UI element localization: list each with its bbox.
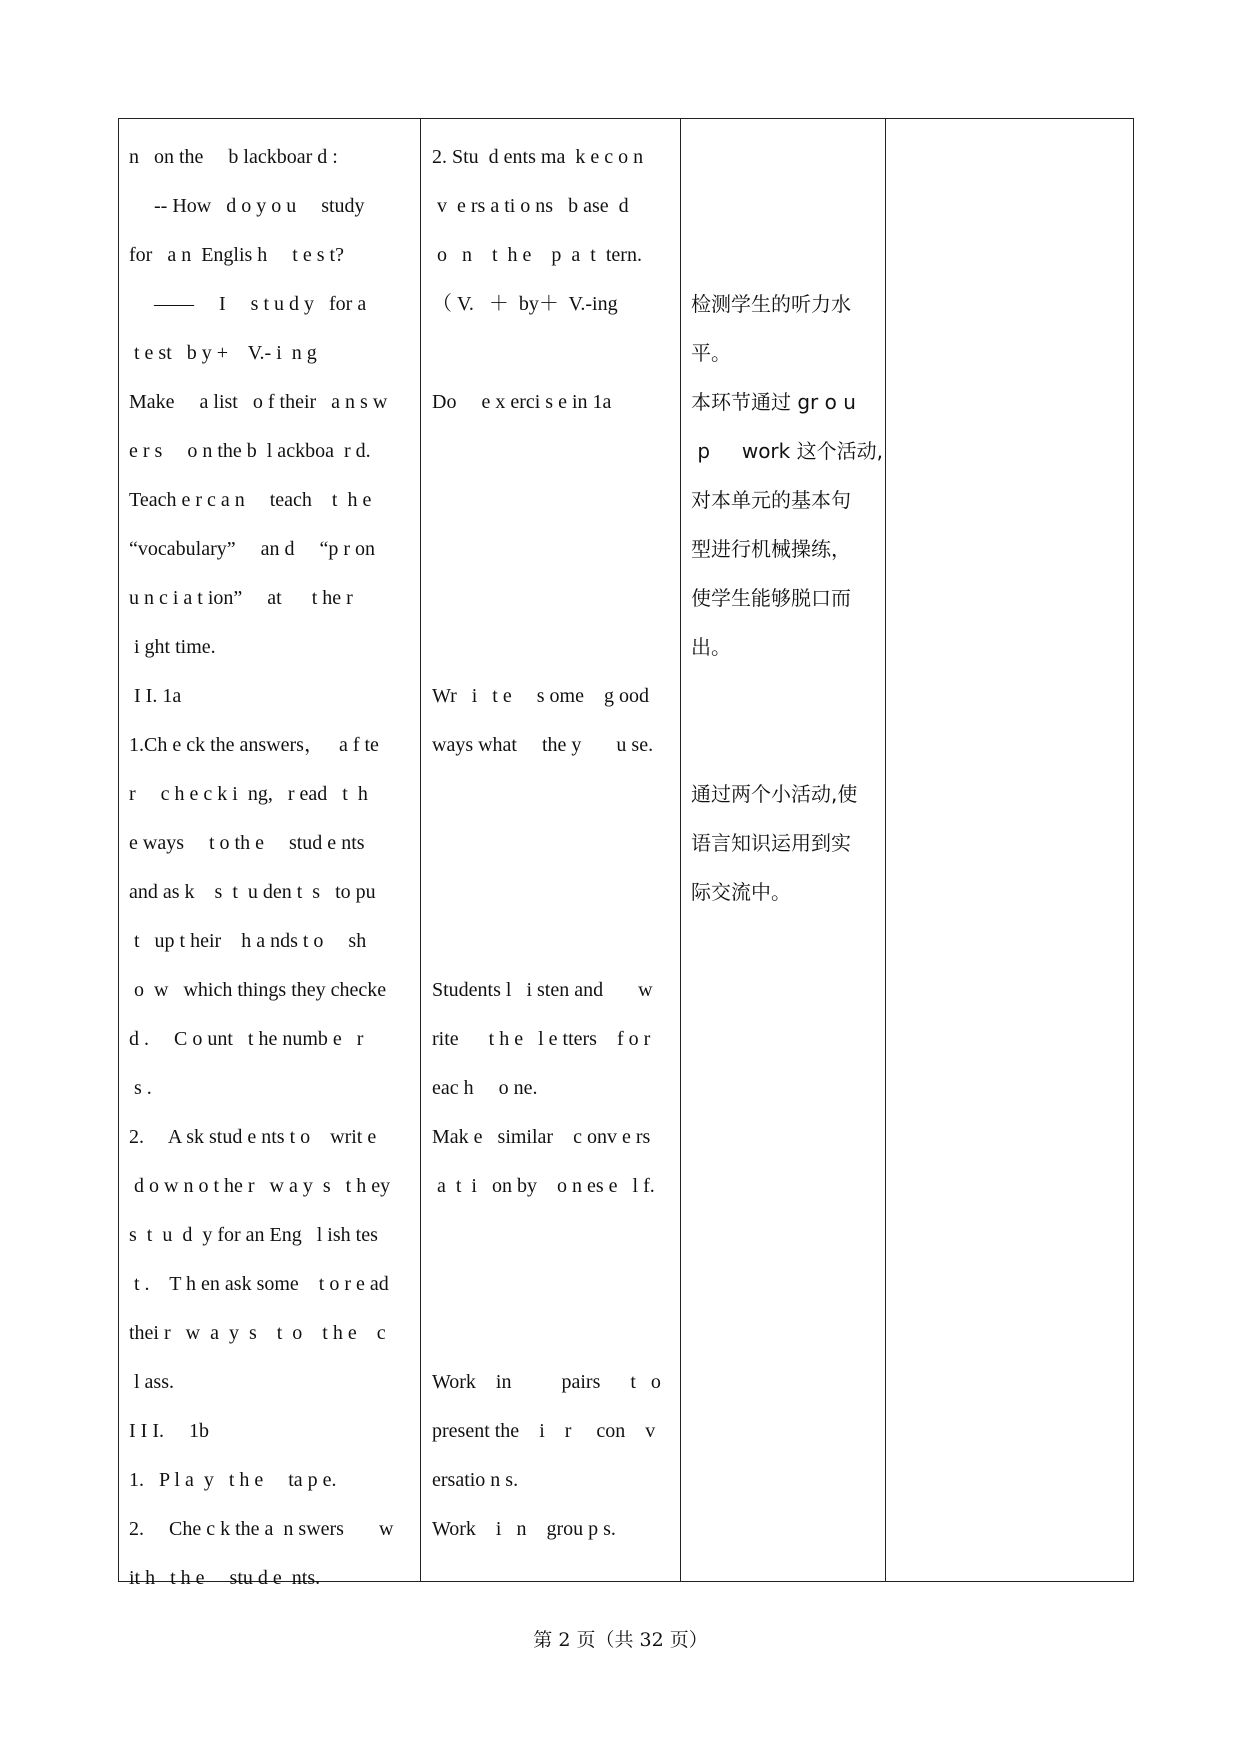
student-activity-line: （ V. ＋ by＋ V.-ing [432, 293, 618, 315]
column-divider-1 [420, 119, 421, 1581]
page-footer: 第 2 页（共 32 页） [533, 1629, 708, 1651]
teacher-activity-line: s t u d y for an Eng l ish tes [129, 1224, 378, 1246]
student-activity-line: present the i r con v [432, 1420, 656, 1442]
design-intent-line: 出。 [691, 635, 731, 659]
design-intent-line: 际交流中。 [691, 880, 791, 904]
design-intent-line: p work 这个活动, [691, 439, 883, 463]
student-activity-line: Mak e similar c onv e rs [432, 1126, 651, 1148]
teacher-activity-line: e r s o n the b l ackboa r d. [129, 440, 371, 462]
lesson-plan-table [118, 118, 1134, 1589]
teacher-activity-line: -- How d o y o u study [129, 195, 365, 217]
teacher-activity-line: t up t heir h a nds t o sh [129, 930, 367, 952]
teacher-activity-line: d . C o unt t he numb e r [129, 1028, 364, 1050]
teacher-activity-line: 2. A sk stud e nts t o writ e [129, 1126, 377, 1148]
teacher-activity-line: 1. P l a y t h e ta p e. [129, 1469, 337, 1491]
teacher-activity-line: thei r w a y s t o t h e c [129, 1322, 386, 1344]
student-activity-line: 2. Stu d ents ma k e c o n [432, 146, 644, 168]
design-intent-line: 语言知识运用到实 [691, 831, 851, 855]
student-activity-line: rite t h e l e tters f o r [432, 1028, 651, 1050]
student-activity-line: a t i on by o n es e l f. [432, 1175, 655, 1197]
teacher-activity-line: i ght time. [129, 636, 216, 658]
teacher-activity-line: n on the b lackboar d : [129, 146, 338, 168]
student-activity-line: Work i n grou p s. [432, 1518, 616, 1540]
teacher-activity-line: t e st b y + V.- i n g [129, 342, 317, 364]
column-divider-3 [885, 119, 886, 1581]
column-divider-2 [680, 119, 681, 1581]
teacher-activity-line: s . [129, 1077, 152, 1099]
teacher-activity-line: u n c i a t ion” at t he r [129, 587, 353, 609]
student-activity-line: Do e x erci s e in 1a [432, 391, 612, 413]
teacher-activity-line: —— I s t u d y for a [129, 293, 367, 315]
teacher-activity-line: 2. Che c k the a n swers w [129, 1518, 394, 1540]
teacher-activity-line: it h t h e stu d e nts. [129, 1567, 321, 1589]
teacher-activity-line: t . T h en ask some t o r e ad [129, 1273, 389, 1295]
teacher-activity-line: “vocabulary” an d “p r on [129, 538, 376, 560]
design-intent-line: 平。 [691, 341, 731, 365]
teacher-activity-line: r c h e c k i ng, r ead t h [129, 783, 368, 805]
teacher-activity-line: l ass. [129, 1371, 174, 1393]
student-activity-line: o n t h e p a t tern. [432, 244, 642, 266]
teacher-activity-line: Teach e r c a n teach t h e [129, 489, 372, 511]
student-activity-line: eac h o ne. [432, 1077, 538, 1099]
design-intent-line: 型进行机械操练， [691, 537, 851, 561]
student-activity-line: ersatio n s. [432, 1469, 519, 1491]
teacher-activity-line: o w which things they checke [129, 979, 387, 1001]
teacher-activity-line: I I. 1a [129, 685, 182, 707]
teacher-activity-line: for a n Englis h t e s t? [129, 244, 344, 266]
design-intent-line: 本环节通过 gr o u [691, 390, 856, 414]
student-activity-line: ways what the y u se. [432, 734, 654, 756]
design-intent-line: 检测学生的听力水 [691, 292, 851, 316]
teacher-activity-line: 1.Ch e ck the answers， a f te [129, 734, 379, 756]
student-activity-line: Wr i t e s ome g ood [432, 685, 649, 707]
student-activity-line: v e rs a ti o ns b ase d [432, 195, 629, 217]
design-intent-line: 使学生能够脱口而 [691, 586, 851, 610]
student-activity-line: Work in pairs t o [432, 1371, 661, 1393]
teacher-activity-line: I I I. 1b [129, 1420, 209, 1442]
teacher-activity-line: and as k s t u den t s to pu [129, 881, 376, 903]
teacher-activity-line: e ways t o th e stud e nts [129, 832, 365, 854]
teacher-activity-line: d o w n o t he r w a y s t h ey [129, 1175, 391, 1197]
design-intent-line: 对本单元的基本句 [691, 488, 851, 512]
design-intent-line: 通过两个小活动,使 [691, 782, 858, 806]
student-activity-line: Students l i sten and w [432, 979, 653, 1001]
teacher-activity-line: Make a list o f their a n s w [129, 391, 388, 413]
